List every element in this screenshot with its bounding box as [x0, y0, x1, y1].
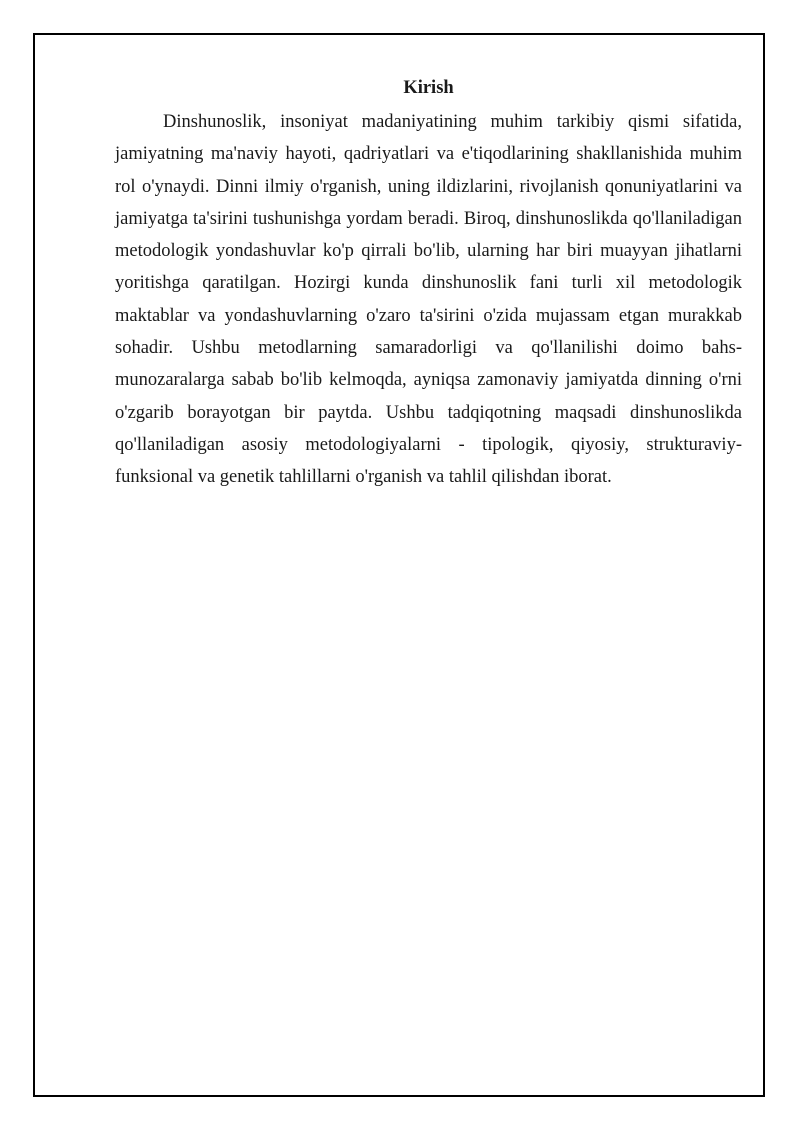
section-title: Kirish — [403, 78, 454, 98]
intro-paragraph: Dinshunoslik, insoniyat madaniyatining muhim tarkibiy qismi sifatida, jamiyatning ma'naviy hayoti, qadriyatlari va e'tiqodlarining shakllanishida muhim rol o'ynaydi. Dinni ilmiy o'rganish, uning ildizlarini, rivojlanish qonuniyatlarini va jamiyatga ta'sirini tushunishga yordam beradi. Biroq, dinshunoslikda qo'llaniladigan metodologik yondashuvlar ko'p qirrali bo'lib, ularning har biri muayyan jihatlarni yoritishga qaratilgan. Hozirgi kunda dinshunoslik fani turli xil metodologik maktablar va yondashuvlarning o'zaro ta'sirini o'zida mujassam etgan murakkab sohadir. Ushbu metodlarning samaradorligi va qo'llanilishi doimo bahs-munozaralarga sabab bo'lib kelmoqda, ayniqsa zamonaviy jamiyatda dinning o'rni o'zgarib borayotgan bir paytda. Ushbu tadqiqotning maqsadi dinshunoslikda qo'llaniladigan asosiy metodologiyalarni - tipologik, qiyosiy, strukturaviy-funksional va genetik tahlillarni o'rganish va tahlil qilishdan iborat. — [115, 112, 742, 488]
document-body — [115, 74, 742, 494]
